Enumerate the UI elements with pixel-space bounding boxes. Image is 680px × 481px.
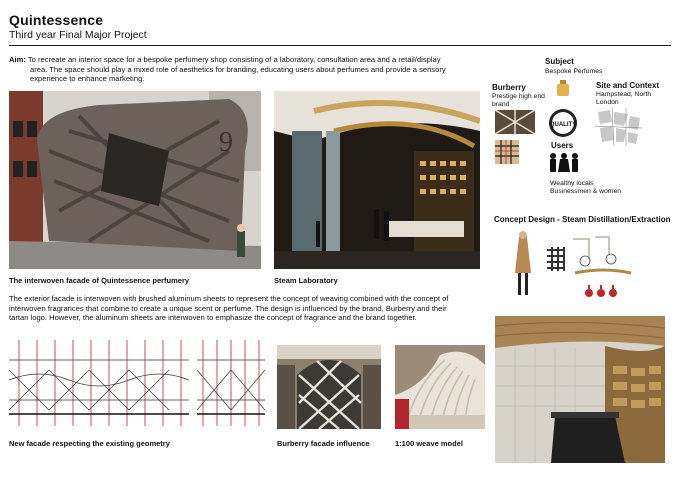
steam-laboratory-image [274, 91, 480, 269]
caption-weave-model: 1:100 weave model [395, 439, 463, 448]
caption-burberry-influence: Burberry facade influence [277, 439, 370, 448]
caption-steam-laboratory: Steam Laboratory [274, 276, 338, 285]
facade-render-image [9, 91, 261, 269]
description-line-3: tartan logo. However, the aluminum sheets are interwoven to emphasize the concept of fragrance and the brand together. [9, 313, 417, 323]
weave-model-image [395, 345, 485, 429]
caption-new-facade: New facade respecting the existing geometry [9, 439, 170, 448]
burberry-facade-image [277, 345, 381, 429]
site-line-1: Hampstead, North [596, 91, 652, 98]
quality-badge-text: QUALITY [549, 122, 577, 128]
aim-line-2: area. The space should play a mixed role of aesthetics for branding, educating users about perfumes and provide a sensory [30, 64, 446, 74]
perfume-bottle-image [556, 80, 570, 96]
interior-render-image [495, 316, 665, 463]
aim-label: Aim: [9, 55, 26, 64]
users-heading: Users [551, 141, 574, 150]
quality-badge-icon [546, 108, 580, 138]
burberry-line-1: Prestige high end [492, 93, 545, 100]
header-divider [9, 45, 671, 46]
subject-text: Bespoke Perfumes [545, 68, 603, 75]
caption-facade: The interwoven facade of Quintessence perfumery [9, 276, 190, 285]
users-line-1: Wealthy locals [550, 180, 594, 187]
concept-heading: Concept Design - Steam Distillation/Extraction [494, 215, 671, 224]
aim-line-3: experience to enhance marketing. [30, 74, 145, 84]
page-title: Quintessence [9, 12, 104, 28]
aim-paragraph [9, 55, 487, 84]
users-icon [547, 152, 581, 172]
burberry-heading: Burberry [492, 83, 526, 92]
burberry-tartan-image [495, 140, 519, 164]
burberry-store-image [495, 110, 535, 134]
description-line-2: interwoven fragrances that combine to create a unique scent or perfume. The design is influenced by the brand, Burberry and their [9, 303, 447, 313]
site-line-2: London [596, 99, 619, 106]
description-line-1: The exterior facade is interwoven with brushed aluminum sheets to represent the concept of weaving combined with the concept of [9, 294, 449, 303]
users-line-2: Businessmen & women [550, 188, 622, 195]
subject-heading: Subject [545, 57, 574, 66]
concept-diagram-image [513, 229, 663, 303]
page-subtitle: Third year Final Major Project [9, 29, 147, 41]
svg-text:9: 9 [219, 127, 233, 158]
burberry-line-2: brand [492, 101, 510, 108]
facade-elevation-detail-drawing [197, 340, 265, 426]
site-heading: Site and Context [596, 81, 660, 90]
aim-line-1: To recreate an interior space for a bespoke perfumery shop consisting of a laboratory, consultation area and a retail/display [27, 55, 441, 64]
facade-description [9, 294, 487, 323]
site-map-image [594, 108, 642, 146]
facade-elevation-drawing [9, 340, 189, 426]
